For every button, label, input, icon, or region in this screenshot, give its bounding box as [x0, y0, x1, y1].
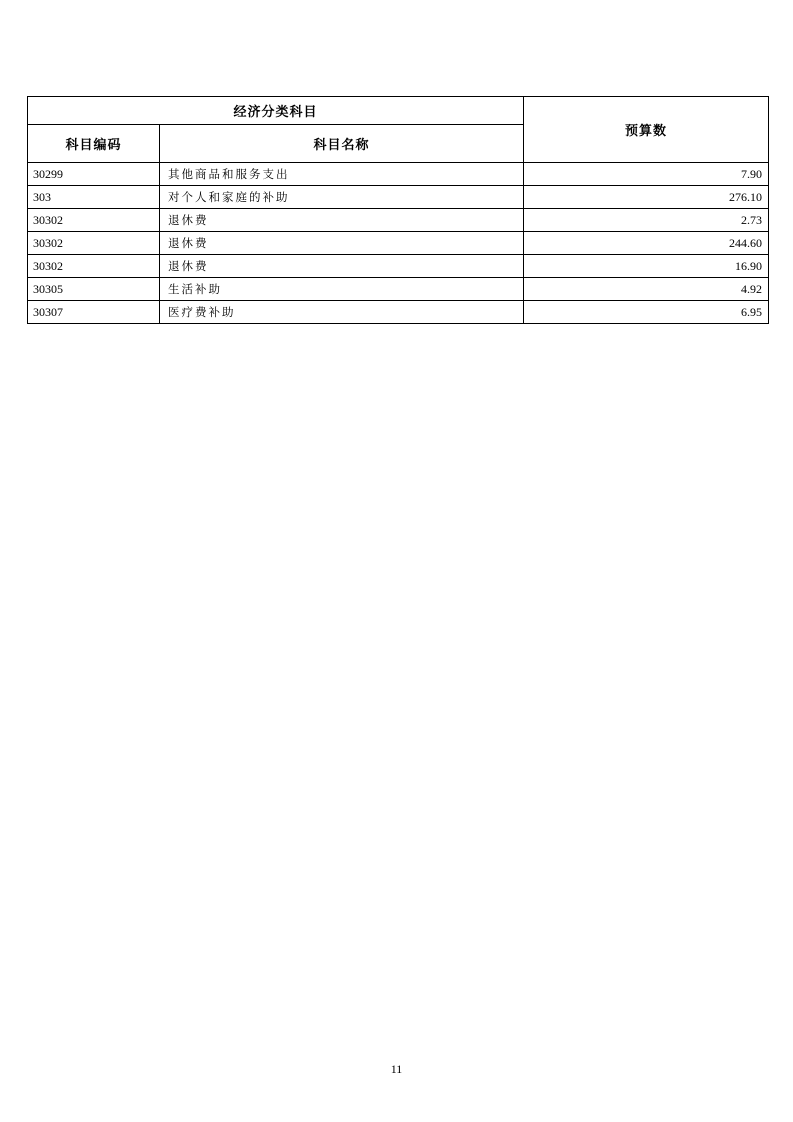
- table-row: [28, 232, 769, 255]
- economic-classification-header: 经济分类科目: [28, 97, 524, 125]
- budget-table: [27, 96, 769, 324]
- budget-amount-cell: 2.73: [524, 209, 769, 232]
- table-row: [28, 209, 769, 232]
- budget-amount-header: 预算数: [524, 97, 769, 163]
- subject-code-cell: 30302: [28, 209, 160, 232]
- subject-code-cell: 30307: [28, 301, 160, 324]
- table-row: [28, 163, 769, 186]
- subject-name-cell: 退休费: [160, 209, 524, 232]
- budget-amount-cell: 276.10: [524, 186, 769, 209]
- subject-name-cell: 其他商品和服务支出: [160, 163, 524, 186]
- table-row: [28, 255, 769, 278]
- subject-code-cell: 30302: [28, 232, 160, 255]
- page-number: 11: [390, 1062, 403, 1076]
- table-row: [28, 278, 769, 301]
- subject-code-cell: 30305: [28, 278, 160, 301]
- budget-amount-cell: 16.90: [524, 255, 769, 278]
- subject-code-header: 科目编码: [28, 125, 160, 163]
- budget-amount-cell: 244.60: [524, 232, 769, 255]
- subject-name-cell: 生活补助: [160, 278, 524, 301]
- subject-name-cell: 退休费: [160, 255, 524, 278]
- budget-amount-cell: 4.92: [524, 278, 769, 301]
- budget-amount-cell: 7.90: [524, 163, 769, 186]
- subject-name-cell: 退休费: [160, 232, 524, 255]
- table-header-row: [28, 97, 769, 125]
- subject-code-cell: 30302: [28, 255, 160, 278]
- subject-name-cell: 对个人和家庭的补助: [160, 186, 524, 209]
- subject-name-header: 科目名称: [160, 125, 524, 163]
- subject-name-cell: 医疗费补助: [160, 301, 524, 324]
- table-row: [28, 186, 769, 209]
- subject-code-cell: 30299: [28, 163, 160, 186]
- budget-amount-cell: 6.95: [524, 301, 769, 324]
- subject-code-cell: 303: [28, 186, 160, 209]
- table-row: [28, 301, 769, 324]
